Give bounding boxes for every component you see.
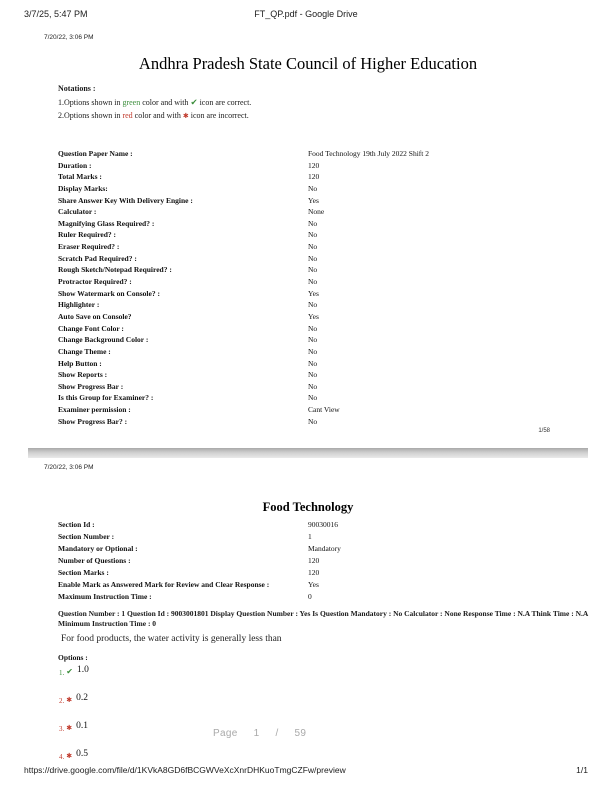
pager-separator: /	[275, 728, 279, 739]
field-value: Cant View	[308, 405, 340, 415]
field-row	[58, 207, 582, 219]
option-row	[59, 665, 89, 693]
field-value: No	[308, 416, 318, 426]
field-label: Show Watermark on Console? :	[58, 288, 160, 298]
field-label: Help Button :	[58, 358, 102, 368]
field-row	[58, 405, 582, 417]
field-row	[58, 324, 582, 336]
field-row	[58, 532, 582, 544]
field-row	[58, 219, 582, 231]
option-number: 2.	[59, 697, 65, 705]
field-label: Section Id :	[58, 520, 95, 529]
page2-timestamp: 7/20/22, 3:06 PM	[44, 464, 94, 471]
pager-total-pages: 59	[294, 728, 307, 739]
field-value: 120	[308, 172, 320, 182]
field-row	[58, 265, 582, 277]
field-value: No	[308, 370, 318, 380]
field-label: Duration :	[58, 160, 92, 170]
section-title: Food Technology	[262, 500, 354, 514]
field-row	[58, 254, 582, 266]
field-label: Is this Group for Examiner? :	[58, 393, 154, 403]
notation-line-incorrect: 2.Options shown in red color and with ✱ icon are incorrect.	[58, 110, 249, 120]
field-value: No	[308, 230, 318, 240]
browser-print-header	[24, 9, 588, 21]
option-number: 1.	[59, 669, 65, 677]
field-label: Maximum Instruction Time :	[58, 592, 152, 601]
question-text: For food products, the water activity is generally less than	[61, 634, 282, 644]
option-row	[59, 721, 89, 749]
field-label: Question Paper Name :	[58, 149, 133, 158]
field-value: No	[308, 381, 318, 391]
red-word: red	[122, 110, 133, 120]
field-label: Total Marks :	[58, 172, 102, 182]
field-value: 0	[308, 592, 312, 601]
notations-block	[58, 84, 251, 122]
pdf-page-2	[28, 458, 588, 760]
option-value: 0.5	[76, 749, 88, 759]
pager-current-page[interactable]: 1	[253, 728, 260, 739]
field-row	[58, 300, 582, 312]
option-value: 1.0	[76, 665, 89, 675]
field-row	[58, 242, 582, 254]
field-row	[58, 382, 582, 394]
field-value: No	[308, 346, 318, 356]
field-row	[58, 370, 582, 382]
field-label: Share Answer Key With Delivery Engine :	[58, 195, 193, 205]
field-row	[58, 161, 582, 173]
check-icon: ✔	[66, 667, 73, 676]
source-url: https://drive.google.com/file/d/1KVkA8GD6fBCGWVeXcXnrDHKuoTmgCZFw/preview	[24, 765, 346, 775]
field-row	[58, 580, 582, 592]
print-page-number: 1/1	[576, 765, 588, 775]
field-label: Enable Mark as Answered Mark for Review and Clear Response :	[58, 580, 270, 589]
field-row	[58, 520, 582, 532]
field-value: No	[308, 393, 318, 403]
field-label: Scratch Pad Required? :	[58, 253, 137, 263]
question-metadata: Question Number : 1 Question Id : 9003001801 Display Question Number : Yes Is Question Mandatory : No Calculator : None Response Time : N.A Think Time : N.A Minimum Instruction Time : 0	[58, 609, 588, 628]
field-label: Highlighter :	[58, 300, 100, 310]
paper-settings-list	[58, 149, 582, 428]
field-value: No	[308, 323, 318, 333]
field-label: Show Progress Bar? :	[58, 416, 128, 426]
field-value: 1	[308, 532, 312, 541]
field-value: Mandatory	[308, 544, 341, 553]
cross-icon: ✱	[66, 752, 73, 760]
field-row	[58, 172, 582, 184]
field-value: 120	[308, 160, 320, 170]
field-value: No	[308, 265, 318, 275]
field-value: 90030016	[308, 520, 338, 529]
field-row	[58, 289, 582, 301]
field-label: Examiner permission :	[58, 405, 131, 415]
field-label: Ruler Required? :	[58, 230, 117, 240]
field-value: No	[308, 335, 318, 345]
field-label: Auto Save on Console?	[58, 311, 132, 321]
cross-icon: ✱	[66, 696, 73, 704]
check-icon: ✔	[190, 97, 198, 107]
option-row	[59, 693, 89, 721]
option-value: 0.2	[76, 693, 88, 703]
notation-line-correct: 1.Options shown in green color and with ✔ icon are correct.	[58, 97, 252, 107]
field-row	[58, 149, 582, 161]
field-row	[58, 335, 582, 347]
field-value: Yes	[308, 288, 319, 298]
field-value: No	[308, 277, 318, 287]
field-row	[58, 393, 582, 405]
option-number: 4.	[59, 753, 65, 761]
field-label: Show Reports :	[58, 370, 108, 380]
field-row	[58, 347, 582, 359]
field-value: No	[308, 253, 318, 263]
field-label: Magnifying Glass Required? :	[58, 218, 155, 228]
field-label: Display Marks:	[58, 183, 108, 193]
field-label: Rough Sketch/Notepad Required? :	[58, 265, 172, 275]
field-label: Show Progress Bar :	[58, 381, 124, 391]
field-value: No	[308, 183, 318, 193]
field-row	[58, 359, 582, 371]
section-settings-list	[58, 520, 582, 604]
field-row	[58, 277, 582, 289]
option-value: 0.1	[76, 721, 88, 731]
page1-title: Andhra Pradesh State Council of Higher Education	[138, 54, 478, 73]
field-value: No	[308, 218, 318, 228]
field-value: Food Technology 19th July 2022 Shift 2	[308, 149, 430, 158]
options-list	[59, 665, 89, 777]
field-row	[58, 417, 582, 429]
field-value: Yes	[308, 580, 319, 589]
field-value: No	[308, 242, 318, 252]
field-label: Section Number :	[58, 532, 115, 541]
field-row	[58, 544, 582, 556]
field-label: Protractor Required? :	[58, 277, 132, 287]
field-value: Yes	[308, 195, 319, 205]
print-document-title: FT_QP.pdf - Google Drive	[254, 9, 358, 19]
field-value: No	[308, 300, 318, 310]
field-row	[58, 184, 582, 196]
green-word: green	[122, 98, 141, 107]
field-row	[58, 556, 582, 568]
print-timestamp: 3/7/25, 5:47 PM	[24, 9, 88, 19]
pdf-page-1	[28, 28, 588, 448]
field-label: Change Font Color :	[58, 323, 124, 333]
field-row	[58, 312, 582, 324]
field-value: 120	[308, 556, 320, 565]
options-heading: Options :	[58, 653, 88, 662]
field-row	[58, 230, 582, 242]
field-label: Eraser Required? :	[58, 242, 120, 252]
field-row	[58, 592, 582, 604]
field-value: No	[308, 358, 318, 368]
field-label: Section Marks :	[58, 568, 109, 577]
field-label: Calculator :	[58, 207, 97, 217]
cross-icon: ✱	[66, 724, 73, 732]
notations-heading: Notations :	[58, 84, 96, 93]
pdf-internal-page-number: 1/58	[538, 428, 550, 434]
field-row	[58, 568, 582, 580]
drive-page-indicator	[213, 728, 306, 739]
field-label: Mandatory or Optional :	[58, 544, 138, 553]
page1-timestamp: 7/20/22, 3:06 PM	[44, 34, 94, 41]
field-value: Yes	[308, 311, 319, 321]
pager-label: Page	[213, 728, 238, 739]
cross-icon: ✱	[182, 111, 189, 120]
field-value: 120	[308, 568, 320, 577]
field-label: Change Theme :	[58, 346, 111, 356]
field-label: Change Background Color :	[58, 335, 149, 345]
page-gap-divider	[28, 448, 588, 458]
field-row	[58, 196, 582, 208]
option-number: 3.	[59, 725, 65, 733]
field-value: None	[308, 207, 325, 217]
field-label: Number of Questions :	[58, 556, 131, 565]
